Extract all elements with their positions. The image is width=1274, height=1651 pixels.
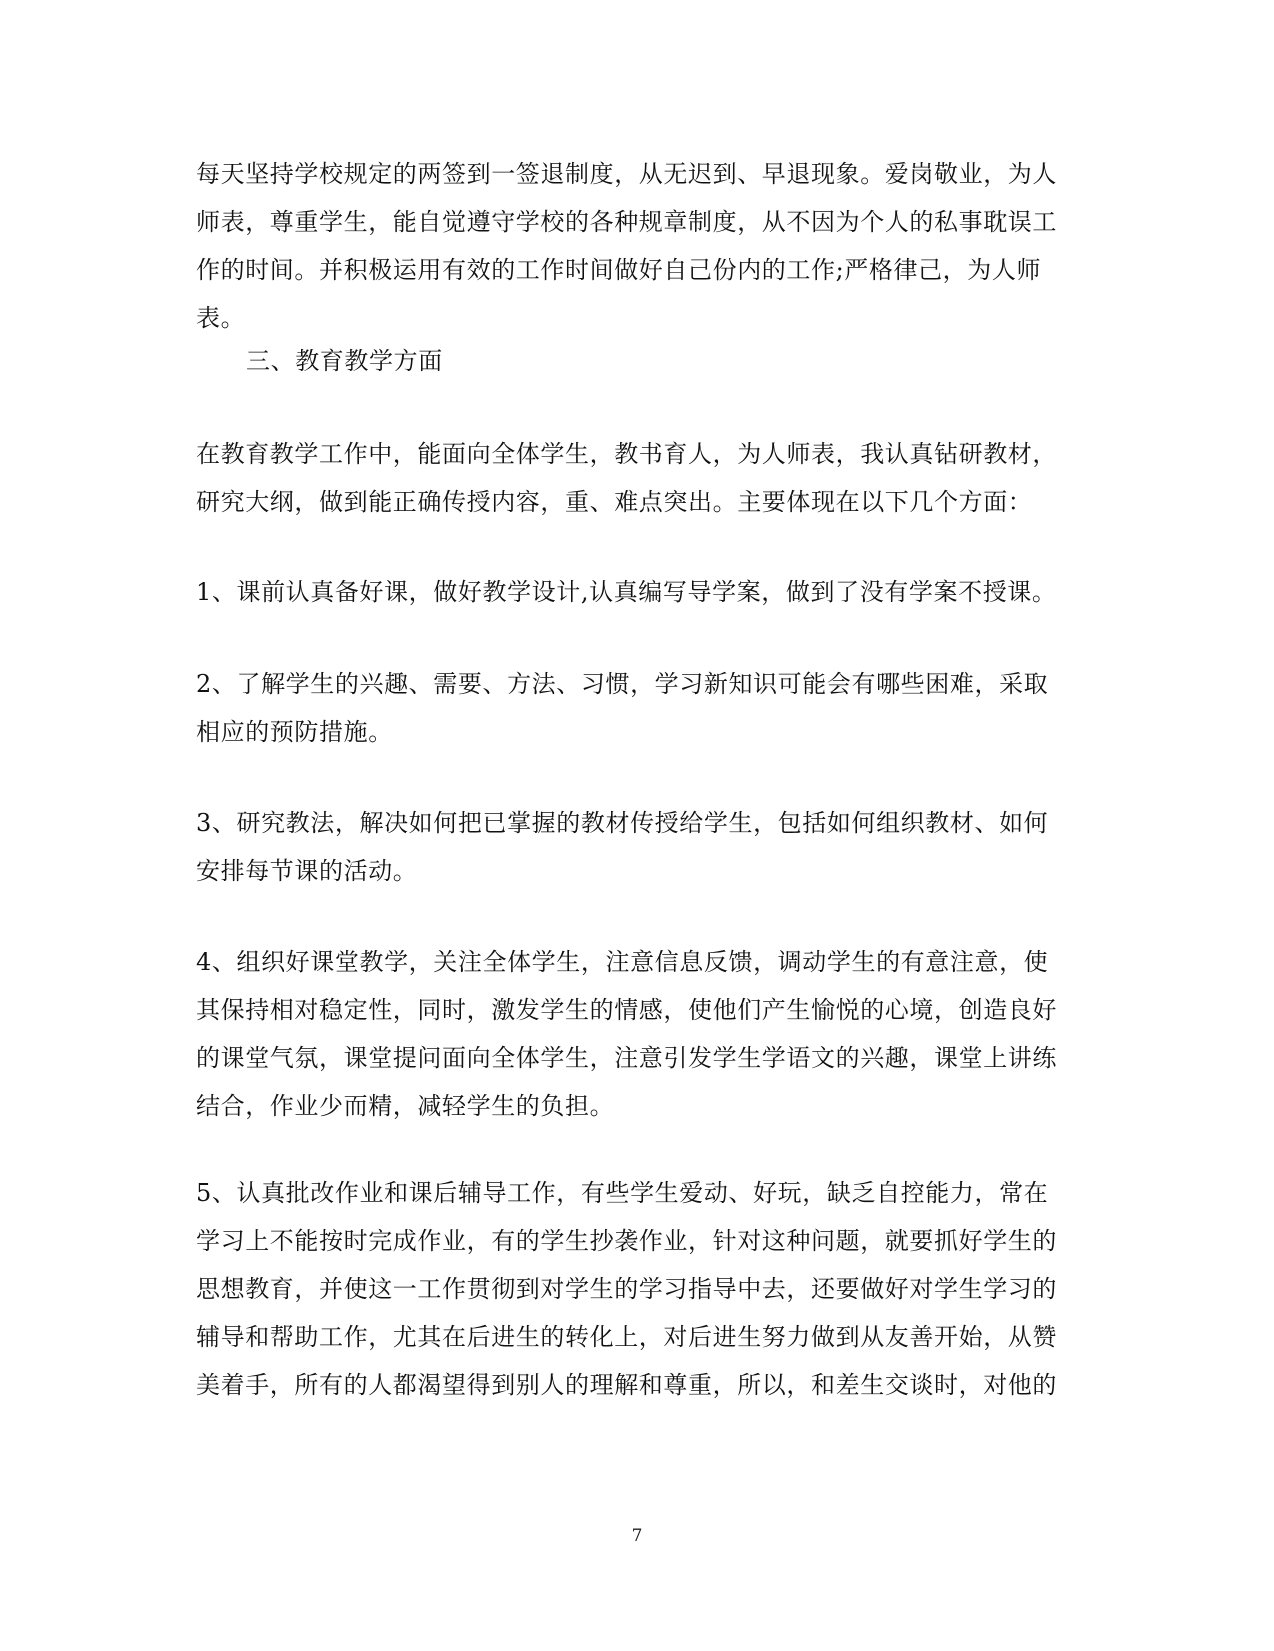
paragraph-teaching-intro bbox=[196, 430, 1076, 526]
text-line: 结合，作业少而精，减轻学生的负担。 bbox=[196, 1092, 615, 1120]
text-line: 4、组织好课堂教学，关注全体学生，注意信息反馈，调动学生的有意注意，使 bbox=[196, 948, 1049, 976]
paragraph-attendance bbox=[196, 150, 1076, 342]
page-number: 7 bbox=[631, 1526, 643, 1546]
text-line: 师表，尊重学生，能自觉遵守学校的各种规章制度，从不因为个人的私事耽误工 bbox=[196, 208, 1057, 236]
section-heading: 三、教育教学方面 bbox=[246, 347, 443, 375]
text-line: 学习上不能按时完成作业，有的学生抄袭作业，针对这种问题，就要抓好学生的 bbox=[196, 1227, 1057, 1255]
text-line: 安排每节课的活动。 bbox=[196, 857, 418, 885]
text-line: 的课堂气氛，课堂提问面向全体学生，注意引发学生学语文的兴趣，课堂上讲练 bbox=[196, 1044, 1057, 1072]
text-line: 表。 bbox=[196, 304, 246, 332]
text-line: 作的时间。并积极运用有效的工作时间做好自己份内的工作;严格律己，为人师 bbox=[196, 256, 1042, 284]
text-line: 辅导和帮助工作，尤其在后进生的转化上，对后进生努力做到从友善开始，从赞 bbox=[196, 1323, 1057, 1351]
text-line: 3、研究教法，解决如何把已掌握的教材传授给学生，包括如何组织教材、如何 bbox=[196, 809, 1049, 837]
list-item-4 bbox=[196, 938, 1076, 1130]
text-line: 每天坚持学校规定的两签到一签退制度，从无迟到、早退现象。爱岗敬业，为人 bbox=[196, 160, 1057, 188]
list-item-3 bbox=[196, 799, 1076, 895]
text-line: 5、认真批改作业和课后辅导工作，有些学生爱动、好玩，缺乏自控能力，常在 bbox=[196, 1179, 1049, 1207]
list-item-1 bbox=[196, 568, 1076, 616]
text-line: 其保持相对稳定性，同时，激发学生的情感，使他们产生愉悦的心境，创造良好 bbox=[196, 996, 1057, 1024]
text-line: 1、课前认真备好课，做好教学设计,认真编写导学案，做到了没有学案不授课。 bbox=[196, 578, 1057, 606]
text-line: 思想教育，并使这一工作贯彻到对学生的学习指导中去，还要做好对学生学习的 bbox=[196, 1275, 1057, 1303]
text-line: 2、了解学生的兴趣、需要、方法、习惯，学习新知识可能会有哪些困难，采取 bbox=[196, 670, 1049, 698]
text-line: 在教育教学工作中，能面向全体学生，教书育人，为人师表，我认真钻研教材， bbox=[196, 440, 1057, 468]
list-item-2 bbox=[196, 660, 1076, 756]
list-item-5 bbox=[196, 1169, 1076, 1409]
text-line: 研究大纲，做到能正确传授内容，重、难点突出。主要体现在以下几个方面： bbox=[196, 488, 1033, 516]
text-line: 美着手，所有的人都渴望得到别人的理解和尊重，所以，和差生交谈时，对他的 bbox=[196, 1371, 1057, 1399]
text-line: 相应的预防措施。 bbox=[196, 718, 393, 746]
